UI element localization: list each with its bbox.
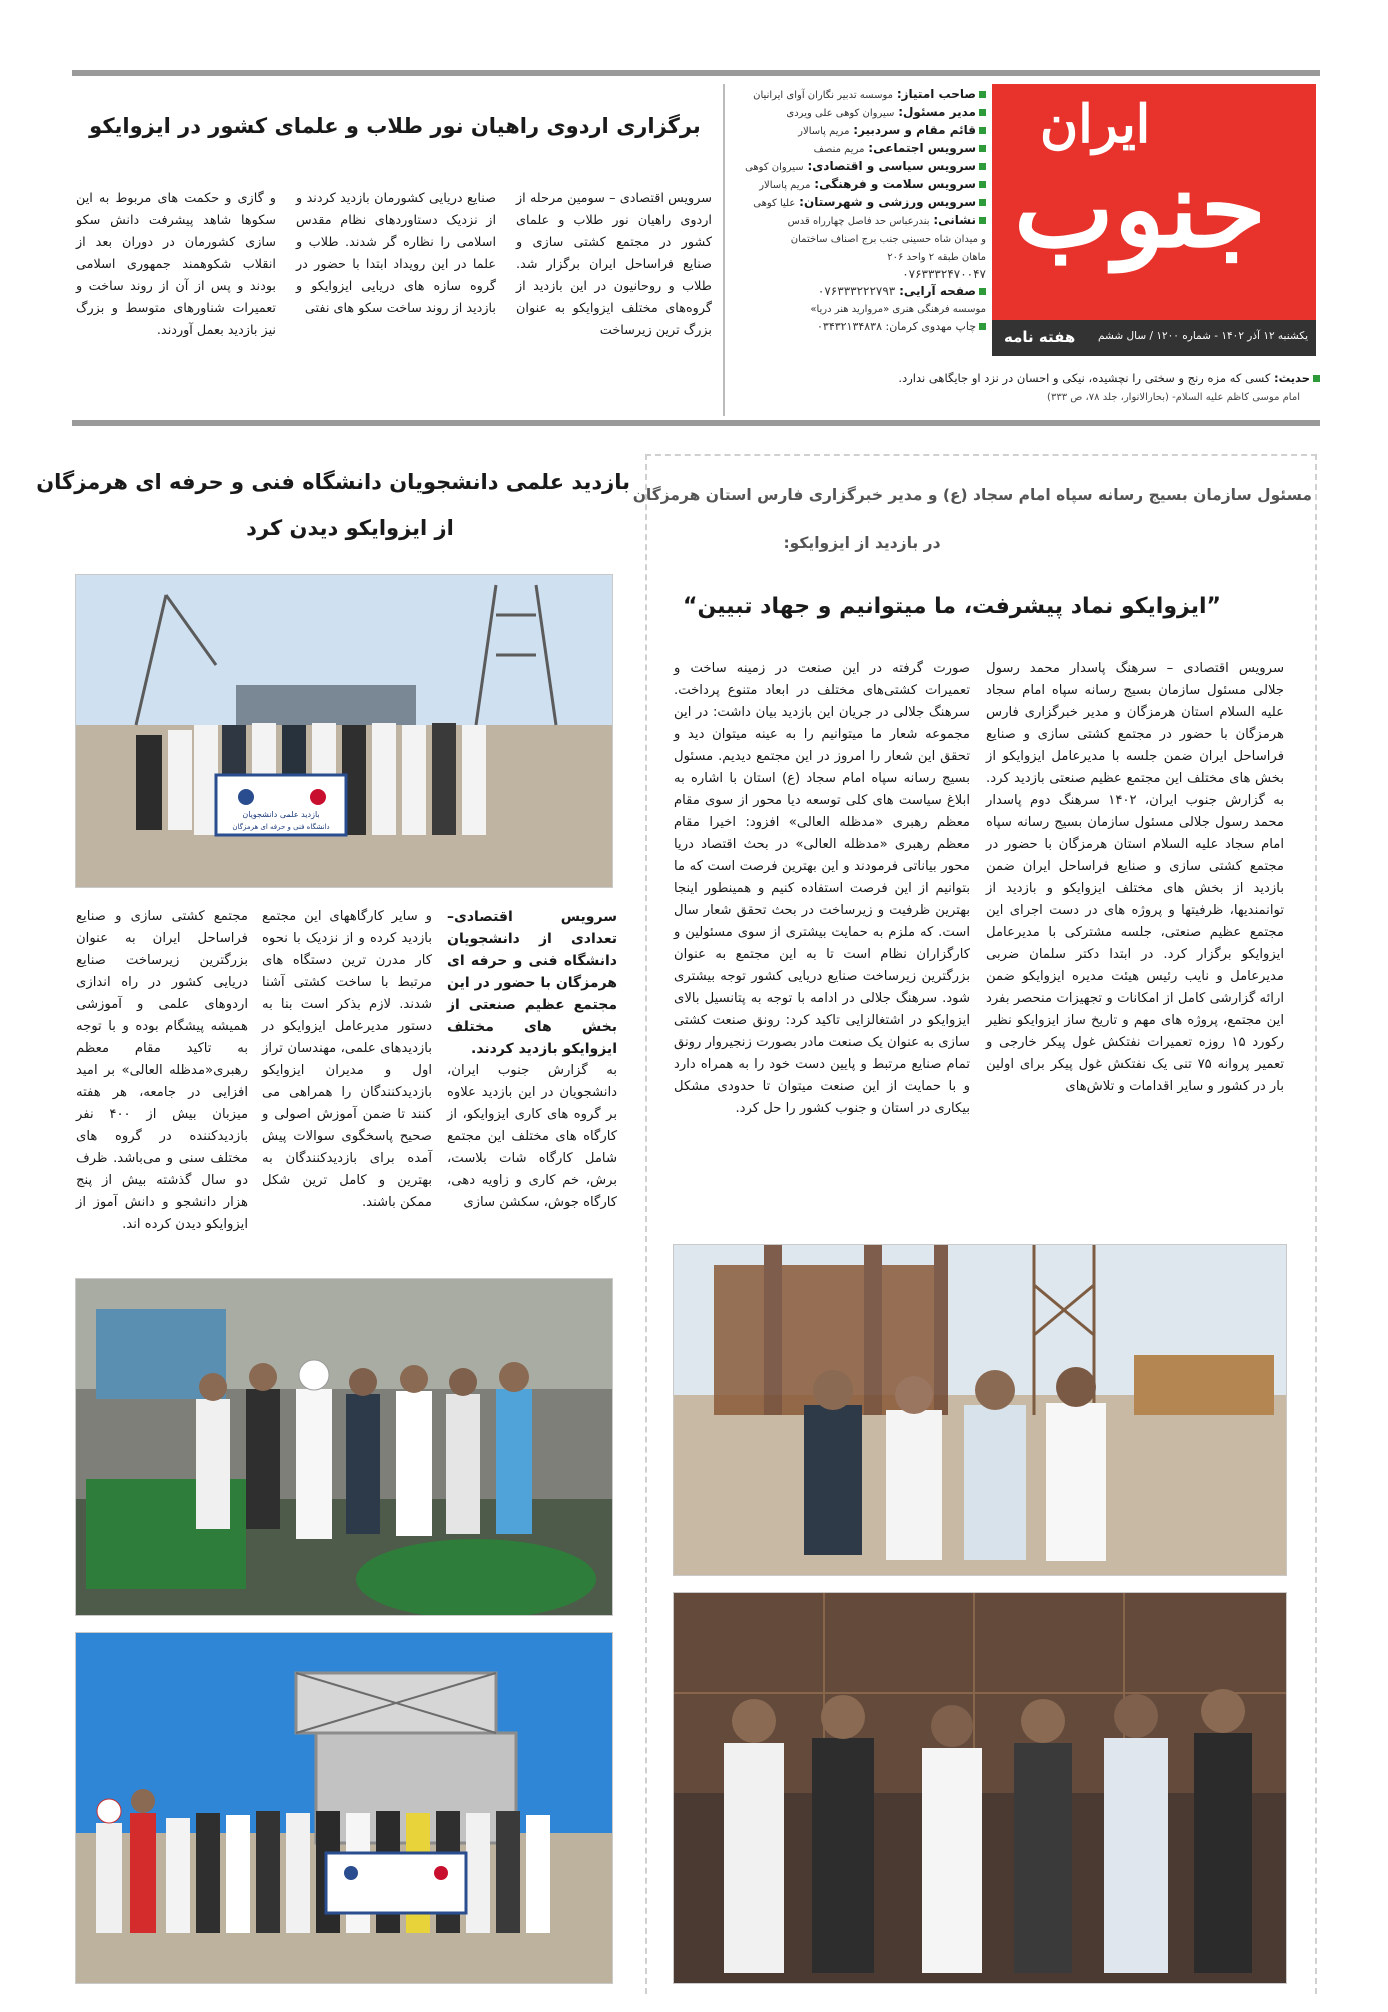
hadith-text: کسی که مزه رنج و سختی را نچشیده، نیکی و احسان در نزد او جایگاهی ندارد. <box>898 371 1271 385</box>
top-frame-rule <box>72 70 1320 76</box>
banner-text-1: بازدید علمی دانشجویان <box>242 810 320 819</box>
print-line: چاپ مهدوی کرمان: ۰۳۴۳۲۱۳۴۸۳۸ <box>817 320 976 333</box>
top-story-headline: برگزاری اردوی راهیان نور طلاب و علمای کشور در ایزوایکو <box>89 114 701 138</box>
right-story-frame <box>645 454 1317 456</box>
photo-officials-indoor <box>673 1592 1287 1984</box>
top-story-col-3: و گازی و حکمت های مربوط به این سکوها شاهد پیشرفت دانش سکو سازی کشورمان در دوران بعد از انقلاب شکوهمند جمهوری اسلامی بودند و پس از آن از روند ساخت و تعمیرات شناورهای متوسط و بزرگ نیز بازدید بعمل آوردند. <box>76 191 276 338</box>
bullet-icon <box>979 199 986 206</box>
masthead-divider <box>723 84 725 416</box>
right-story-kicker-2: در بازدید از ایزوایکو: <box>783 534 941 552</box>
right-story-col-right: سرویس اقتصادی – سرهنگ پاسدار محمد رسول جلالی مسئول سازمان بسیج رسانه سپاه امام سجاد علیه السلام استان هرمزگان و مدیر خبرگزاری فارس هرمزگان با حضور در مجتمع کشتی سازی و صنایع فراساحل ایران ضمن جلسه با مدیرعامل ایزوایکو از بخش های مختلف این مجتمع عظیم صنعتی بازدید کرد. به گزارش جنوب ایران، ۱۴۰۲ سرهنگ دوم پاسدار محمد رسول جلالی مسئول سازمان بسیج رسانه سپاه امام سجاد علیه السلام استان هرمزگان با حضور در مجتمع کشتی سازی و صنایع فراساحل ایران ضمن بازدید از بخش های مختلف ایزوایکو و بازدید از توانمندیها، ظرفیتها و پروژه های در دست اجرای این مجتمع عظیم صنعتی، جلسه مشترکی با مدیرعامل ایزوایکو برگزار کرد. در ابتدا دکتر سلمان ضربی مدیرعامل و نایب رئیس هیئت مدیره ایزوایکو ضمن ارائه گزارشی کامل از امکانات و تجهیزات منحصر بفرد این مجتمع، پروژه های مهم و تاریخ ساز ایزوایکو نظیر رکورد ۱۵ روزه تعمیرات نفتکش غول پیکر خارجی و تعمیر پروانه ۷۵ تنی یک نفتکش غول پیکر برای اولین بار در کشور و سایر اقدامات و تلاش‌های <box>986 661 1284 1094</box>
bullet-icon <box>979 323 986 330</box>
bullet-icon <box>979 127 986 134</box>
left-story-col-right <box>447 906 617 1214</box>
right-story-headline: ”ایزوایکو نماد پیشرفت، ما میتوانیم و جهاد تبیین“ <box>683 594 1221 619</box>
left-story-col-mid: و سایر کارگاههای این مجتمع بازدید کرده و از نزدیک با نحوه کار مدرن ترین دستگاه های مرتبط با ساخت کشتی آشنا شدند. لازم بذکر است بنا به دستور مدیرعامل ایزوایکو در بازدیدهای علمی، مهندسان تراز اول و مدیران ایزوایکو بازدیدکنندگان را همراهی می کنند تا ضمن آموزش اصولی و صحیح پاسخگوی سوالات پیش آمده برای بازدیدکنندگان به بهترین و کامل ترین شکل ممکن باشند. <box>262 909 432 1210</box>
logo-band-label: هفته نامه <box>1004 328 1076 346</box>
top-story-col-1: سرویس اقتصادی – سومین مرحله از اردوی راهیان نور طلاب و علمای کشور در مجتمع کشتی سازی و صنایع فراساحل ایران برگزار شد. طلاب و روحانیون در این بازدید از گروه‌های مختلف ایزوایکو به عنوان بزرگ ترین زیرساخت <box>516 191 712 338</box>
phone: ۰۷۶۳۳۳۲۴۷۰۰۴۷ <box>902 267 986 281</box>
left-story-headline-2: از ایزوایکو دیدن کرد <box>246 516 454 540</box>
address-line-3: ماهان طبقه ۲ واحد ۲۰۶ <box>887 252 986 263</box>
left-story-col-left: مجتمع کشتی سازی و صنایع فراساحل ایران به عنوان بزرگترین زیرساخت صنایع دریایی کشور در راه اندازی اردوهای علمی و آموزشی همیشه پیشگام بوده و با توجه به تاکید مقام معظم رهبری«مدظله العالی» بر امید افزایی در جامعه، هر هفته میزبان بیش از ۴۰۰ نفر بازدیدکننده در گروه های مختلف سنی و می‌باشد. ظرف دو سال گذشته بیش از پنج هزار دانشجو و دانش آموز از ایزوایکو دیدن کرده اند. <box>76 909 249 1232</box>
column-divider <box>645 454 647 1994</box>
left-story-lead: سرویس اقتصادی– تعدادی از دانشجویان دانشگاه فنی و حرفه ای هرمزگان با حضور در این مجتمع عظیم صنعتی از بخش های مختلف ایزوایکو بازدید کردند. <box>447 909 617 1057</box>
top-frame-bottom-rule <box>72 420 1320 426</box>
culture-line: موسسه فرهنگی هنری «مروارید هنر دریا» <box>810 304 986 315</box>
bullet-icon <box>979 109 986 116</box>
photo-students-workshop <box>75 1278 613 1616</box>
bullet-icon <box>979 145 986 152</box>
address-line-2: و میدان شاه حسینی جنب برج اصناف ساختمان <box>790 234 986 245</box>
logo-small-text: ایران <box>1040 94 1151 155</box>
bullet-icon <box>979 91 986 98</box>
bullet-icon <box>979 181 986 188</box>
right-story-kicker-1: مسئول سازمان بسیج رسانه سپاه امام سجاد (ع) و مدیر خبرگزاری فارس استان هرمزگان <box>632 486 1312 504</box>
hadith-label: حدیث: <box>1273 371 1310 385</box>
logo-main-text: جنوب <box>1014 146 1267 271</box>
date-line: یکشنبه ۱۲ آذر ۱۴۰۲ - شماره ۱۲۰۰ / سال ششم <box>1098 330 1308 342</box>
photo-students-helideck <box>75 1632 613 1984</box>
right-story-col-left: صورت گرفته در این صنعت در زمینه ساخت و تعمیرات کشتی‌های مختلف در ابعاد متنوع پرداخت. سرهنگ جلالی در جریان این بازدید بیان داشت: در این مجموعه شعار ما میتوانیم را به عینه میتوان دید و تحقق این شعار را امروز در این مجتمع دیدیم. مسئول بسیج رسانه سپاه امام سجاد (ع) استان با اشاره به ابلاغ سیاست های کلی توسعه دیا محور از سوی مقام معظم رهبری «مدظله العالی» افزود: اخیرا مقام معظم رهبری «مدظله العالی» در بحث اقتصاد دریا محور بیاناتی فرمودند و این بهترین فرصت است که ما بتوانیم از این فرصت استفاده کنیم و همینطور اینجا بهترین ظرفیت و زیرساخت در بحث تحقق شعار سال است. که ملزم به حمایت بیشتری از سوی مسئولین و کارگزاران نظام است تا به این مجتمع به عنوان بزرگترین زیرساخت صنایع دریایی کشور توجه بیشتری شود. سرهنگ جلالی در ادامه با توجه به پتانسیل بالای ایزوایکو در اشتغالزایی تاکید کرد: رونق صنعت کشتی سازی به عنوان یک صنعت مادر بصورت زنجیروار رونق تمام صنایع مرتبط و پایین دست خود را به همراه دارد و با حمایت از این صنعت میتوان تا حدودی مشکل بیکاری در استان و جنوب کشور را حل کرد. <box>674 661 970 1116</box>
hadith-block <box>730 368 1320 408</box>
banner-text-2: دانشگاه فنی و حرفه ای هرمزگان <box>232 823 330 831</box>
photo-officials-at-platform <box>673 1244 1287 1576</box>
masthead-info: صاحب امتیاز: موسسه تدبیر نگاران آوای ایرانیان مدیر مسئول: سیروان کوهی علی ویردی قائم مقام و سردبیر: مریم پاسالار سرویس اجتماعی: مریم منصف سرویس سیاسی و اقتصادی: سیروان کوهی سرویس سلامت و فرهنگی: مریم پاسالار سرویس ورزشی و شهرستان: علیا کوهی نشانی: بندرعباس حد فاصل چهارراه قدس و میدان شاه حسینی جنب برج اصناف ساختمان ماهان طبقه ۲ واحد ۲۰۶ ۰۷۶۳۳۳۲۴۷۰۰۴۷ صفحه آرایی: ۰۷۶۳۳۳۲۲۲۷۹۳ موسسه فرهنگی هنری «مروارید هنر دریا» چاپ مهدوی کرمان: ۰۳۴۳۲۱۳۴۸۳۸ <box>745 87 986 333</box>
top-story-col-2: صنایع دریایی کشورمان بازدید کردند و از نزدیک دستاوردهای نظام مقدس اسلامی را نظاره گر شدند. طلاب و علما در این رویداد ابتدا با حضور در گروه سازه های دریایی ایزوایکو و بازدید از روند ساخت سکو های نفتی <box>296 191 496 316</box>
photo-students-group-port <box>75 574 613 888</box>
logo-block <box>992 84 1316 356</box>
bullet-icon <box>1313 375 1320 382</box>
bullet-icon <box>979 288 986 295</box>
bullet-icon <box>979 217 986 224</box>
left-story-body: به گزارش جنوب ایران، دانشجویان در این بازدید علاوه بر گروه های کاری ایزوایکو، از کارگاه های مختلف این مجتمع شامل کارگاه شات بلاست، برش، خم کاری و زاویه دهی، کارگاه جوش، سکشن سازی <box>447 1063 617 1210</box>
hadith-source: امام موسی کاظم علیه السلام- (بحارالانوار، جلد ۷۸، ص ۳۳۳) <box>1047 392 1300 403</box>
logo-band <box>992 320 1316 356</box>
right-story-frame-right <box>1315 454 1317 1994</box>
left-story-headline-1: بازدید علمی دانشجویان دانشگاه فنی و حرفه ای هرمزگان <box>36 470 630 494</box>
bullet-icon <box>979 163 986 170</box>
